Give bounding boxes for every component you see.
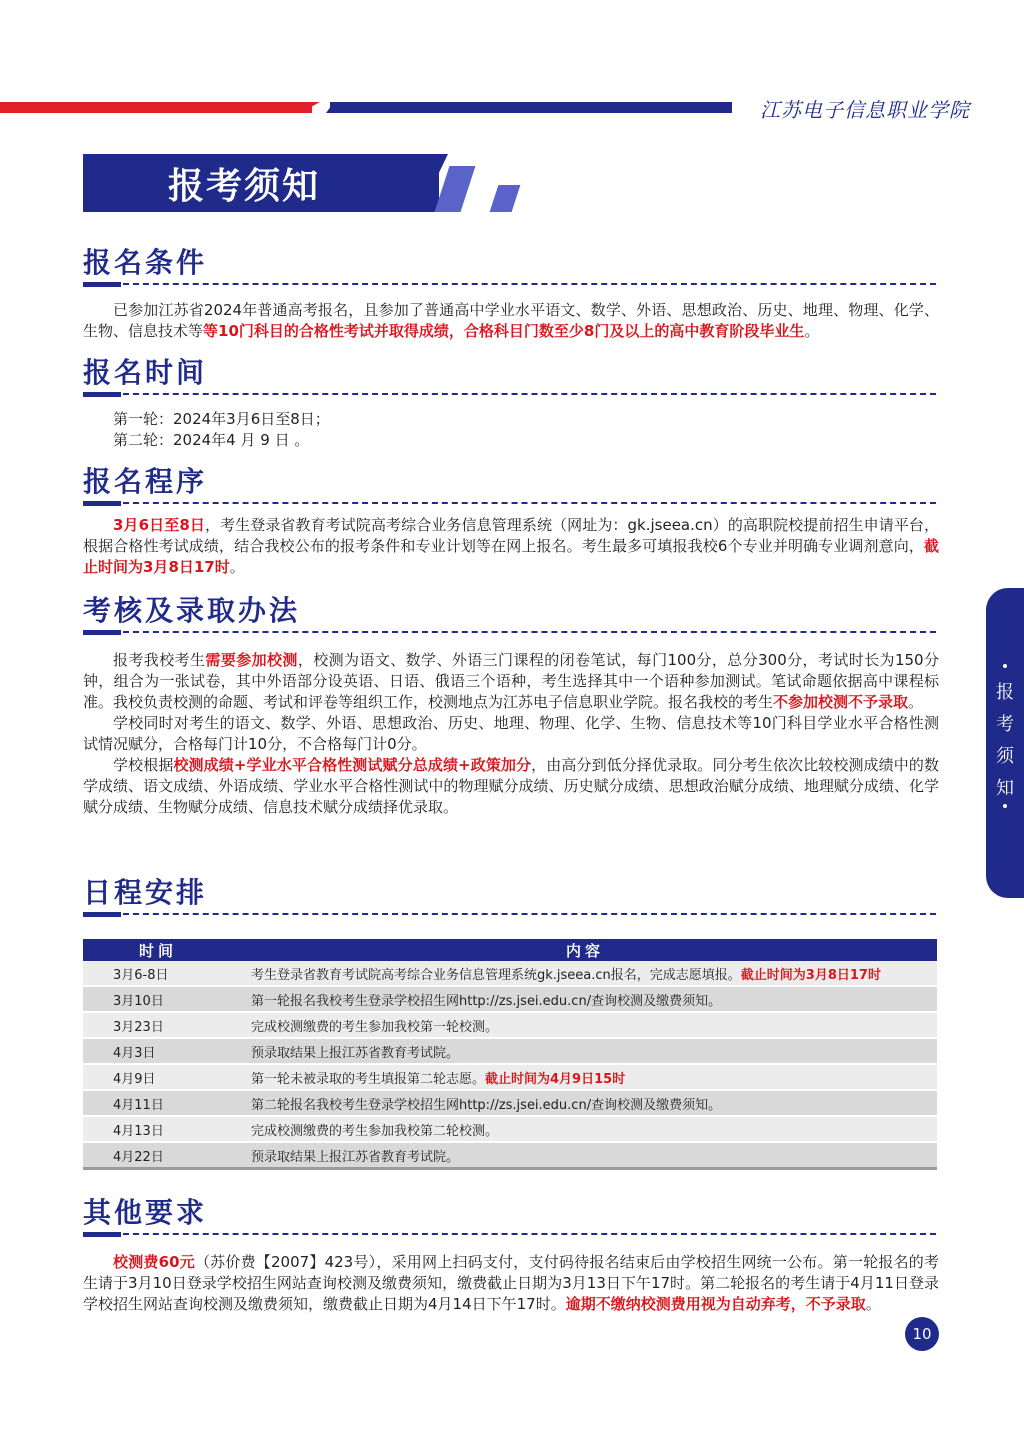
schedule-row: [83, 1116, 937, 1142]
admission-highlight: 校测成绩+学业水平合格性测试赋分总成绩+政策加分: [173, 756, 532, 774]
admission-text: 学校根据: [113, 756, 174, 774]
section-schedule-heading: [83, 876, 936, 918]
admission-text: 报考我校考生: [113, 651, 206, 669]
schedule-deadline-highlight: 截止时间为3月8日17时: [740, 967, 881, 983]
schedule-content-cell: [233, 1116, 937, 1142]
page-title: 报考须知: [168, 166, 321, 207]
section-conditions-heading: [83, 246, 936, 288]
school-name-logo: 江苏电子信息职业学院: [760, 98, 970, 122]
admission-paragraph-2: 学校同时对考生的语文、数学、外语、思想政治、历史、地理、物理、化学、生物、信息技术等10门科目学业水平合格性测试情况赋分，合格每门计10分，不合格每门计0分。: [83, 714, 939, 753]
schedule-time-cell: 3月10日: [83, 986, 233, 1012]
admission-paragraphs: [83, 650, 939, 818]
schedule-row: [83, 986, 937, 1012]
schedule-content-text: 预录取结果上报江苏省教育考试院。: [251, 1045, 460, 1061]
time-round-1: 第一轮：2024年3月6日至8日；: [113, 410, 330, 428]
schedule-content-text: 第二轮报名我校考生登录学校招生网http://zs.jsei.edu.cn/查询校测及缴费须知。: [251, 1097, 722, 1113]
schedule-time-cell: 4月13日: [83, 1116, 233, 1142]
other-text-end: 。: [865, 1295, 881, 1313]
schedule-time-cell: 4月22日: [83, 1142, 233, 1169]
time-paragraph: [83, 409, 939, 451]
schedule-content-cell: [233, 1090, 937, 1116]
admission-highlight: 需要参加校测: [205, 651, 298, 669]
schedule-col-time: 时间: [83, 939, 233, 961]
side-tab: [986, 588, 1024, 898]
conditions-highlight: 等10门科目的合格性考试并取得成绩，合格科目门数至少8门及以上的高中教育阶段毕业生: [203, 322, 805, 340]
schedule-row: [83, 1090, 937, 1116]
schedule-content-cell: [233, 986, 937, 1012]
side-tab-char: 知: [996, 778, 1014, 799]
section-title: 其他要求: [83, 1196, 208, 1229]
schedule-content-text: 第一轮报名我校考生登录学校招生网http://zs.jsei.edu.cn/查询校测及缴费须知。: [251, 993, 722, 1009]
section-time-heading: [83, 356, 936, 398]
schedule-table: [83, 939, 937, 1170]
section-rule: [83, 501, 936, 507]
schedule-row: [83, 1038, 937, 1064]
procedure-paragraph: [83, 515, 939, 578]
schedule-time-cell: 4月11日: [83, 1090, 233, 1116]
schedule-time-cell: 3月23日: [83, 1012, 233, 1038]
section-rule: [83, 392, 936, 398]
section-rule: [83, 912, 936, 918]
schedule-content-text: 完成校测缴费的考生参加我校第一轮校测。: [251, 1019, 499, 1035]
side-tab-dot-bottom: [1003, 804, 1007, 808]
time-round-2: 第二轮：2024年4 月 9 日 。: [113, 431, 310, 449]
section-title: 报名条件: [83, 246, 208, 279]
procedure-deadline-highlight: 截止时间为3月8日17时: [83, 537, 939, 576]
schedule-header-row: [83, 939, 937, 961]
admission-text-end: 。: [908, 693, 924, 711]
header-red-bar-tip: [300, 102, 320, 113]
schedule-time-cell: 3月6-8日: [83, 961, 233, 986]
section-title: 报名时间: [83, 356, 208, 389]
section-rule: [83, 630, 936, 636]
admission-paragraph-1: [83, 650, 939, 713]
schedule-row: [83, 1064, 937, 1090]
section-rule: [83, 282, 936, 288]
schedule-content-cell: [233, 1038, 937, 1064]
procedure-text: ，考生登录省教育考试院高考综合业务信息管理系统（网址为：gk.jseea.cn）的高职院校提前招生申请平台，根据合格性考试成绩，结合我校公布的报考条件和专业计划等在网上报名。考生最多可填报我校6个专业并明确专业调剂意向，: [83, 516, 939, 555]
admission-highlight: 不参加校测不予录取: [773, 693, 909, 711]
section-admission-heading: [83, 594, 936, 636]
side-tab-dot-top: [1003, 664, 1007, 668]
schedule-content-cell: [233, 1012, 937, 1038]
conditions-text-end: 。: [804, 322, 820, 340]
other-paragraph: [83, 1252, 939, 1315]
other-fee-highlight: 校测费60元: [113, 1253, 195, 1271]
schedule-row: [83, 1142, 937, 1169]
schedule-col-content: 内容: [233, 939, 937, 961]
side-tab-char: 报: [996, 682, 1014, 703]
schedule-content-text: 预录取结果上报江苏省教育考试院。: [251, 1149, 460, 1165]
schedule-content-text: 考生登录省教育考试院高考综合业务信息管理系统gk.jseea.cn报名，完成志愿填报。: [251, 967, 741, 983]
page-number: 10: [905, 1317, 939, 1351]
schedule-content-text: 完成校测缴费的考生参加我校第二轮校测。: [251, 1123, 499, 1139]
side-tab-char: 须: [996, 746, 1014, 767]
schedule-row: [83, 1012, 937, 1038]
admission-paragraph-3: [83, 755, 939, 818]
other-warning-highlight: 逾期不缴纳校测费用视为自动弃考，不予录取: [565, 1295, 866, 1313]
side-tab-char: 考: [996, 714, 1014, 735]
header-red-bar: [0, 102, 312, 113]
section-title: 日程安排: [83, 876, 208, 909]
schedule-content-cell: [233, 1064, 937, 1090]
section-title: 报名程序: [83, 465, 208, 498]
procedure-text-end: 。: [229, 558, 245, 576]
conditions-paragraph: [83, 300, 939, 342]
schedule-content-text: 第一轮未被录取的考生填报第二轮志愿。: [251, 1071, 486, 1087]
admission-text: ，校测为语文、数学、外语三门课程的闭卷笔试，每门100分，总分300分，考试时长为150分钟，组合为一张试卷，其中外语部分设英语、日语、俄语三个语种，考生选择其中一个语种参加测试。笔试命题依据高中课程标准。我校负责校测的命题、考试和评卷等组织工作，校测地点为江苏电子信息职业学院。报名我校的考生: [83, 651, 939, 711]
schedule-content-cell: [233, 961, 937, 986]
schedule-row: [83, 961, 937, 986]
schedule-deadline-highlight: 截止时间为4月9日15时: [485, 1071, 626, 1087]
conditions-text: 已参加江苏省2024年普通高考报名，且参加了普通高中学业水平语文、数学、外语、思想政治、历史、地理、物理、化学、生物、信息技术等: [83, 301, 939, 340]
section-other-heading: [83, 1196, 936, 1238]
section-rule: [83, 1232, 936, 1238]
admission-text: ，由高分到低分择优录取。同分考生依次比较校测成绩中的数学成绩、语文成绩、外语成绩、学业水平合格性测试中的物理赋分成绩、历史赋分成绩、思想政治赋分成绩、地理赋分成绩、化学赋分成绩、生物赋分成绩、信息技术赋分成绩择优录取。: [83, 756, 939, 816]
schedule-time-cell: 4月9日: [83, 1064, 233, 1090]
schedule-time-cell: 4月3日: [83, 1038, 233, 1064]
schedule-content-cell: [233, 1142, 937, 1169]
procedure-date-highlight: 3月6日至8日: [113, 516, 205, 534]
section-procedure-heading: [83, 465, 936, 507]
other-text: （苏价费【2007】423号），采用网上扫码支付，支付码待报名结束后由学校招生网统一公布。第一轮报名的考生请于3月10日登录学校招生网站查询校测及缴费须知，缴费截止日期为3月13日下午17时。第二轮报名的考生请于4月11日登录学校招生网站查询校测及缴费须知，缴费截止日期为4月14日下午17时。: [83, 1253, 939, 1313]
banner-slash-decoration-small: [490, 185, 521, 212]
header-blue-bar: [330, 102, 732, 113]
section-title: 考核及录取办法: [83, 594, 301, 627]
